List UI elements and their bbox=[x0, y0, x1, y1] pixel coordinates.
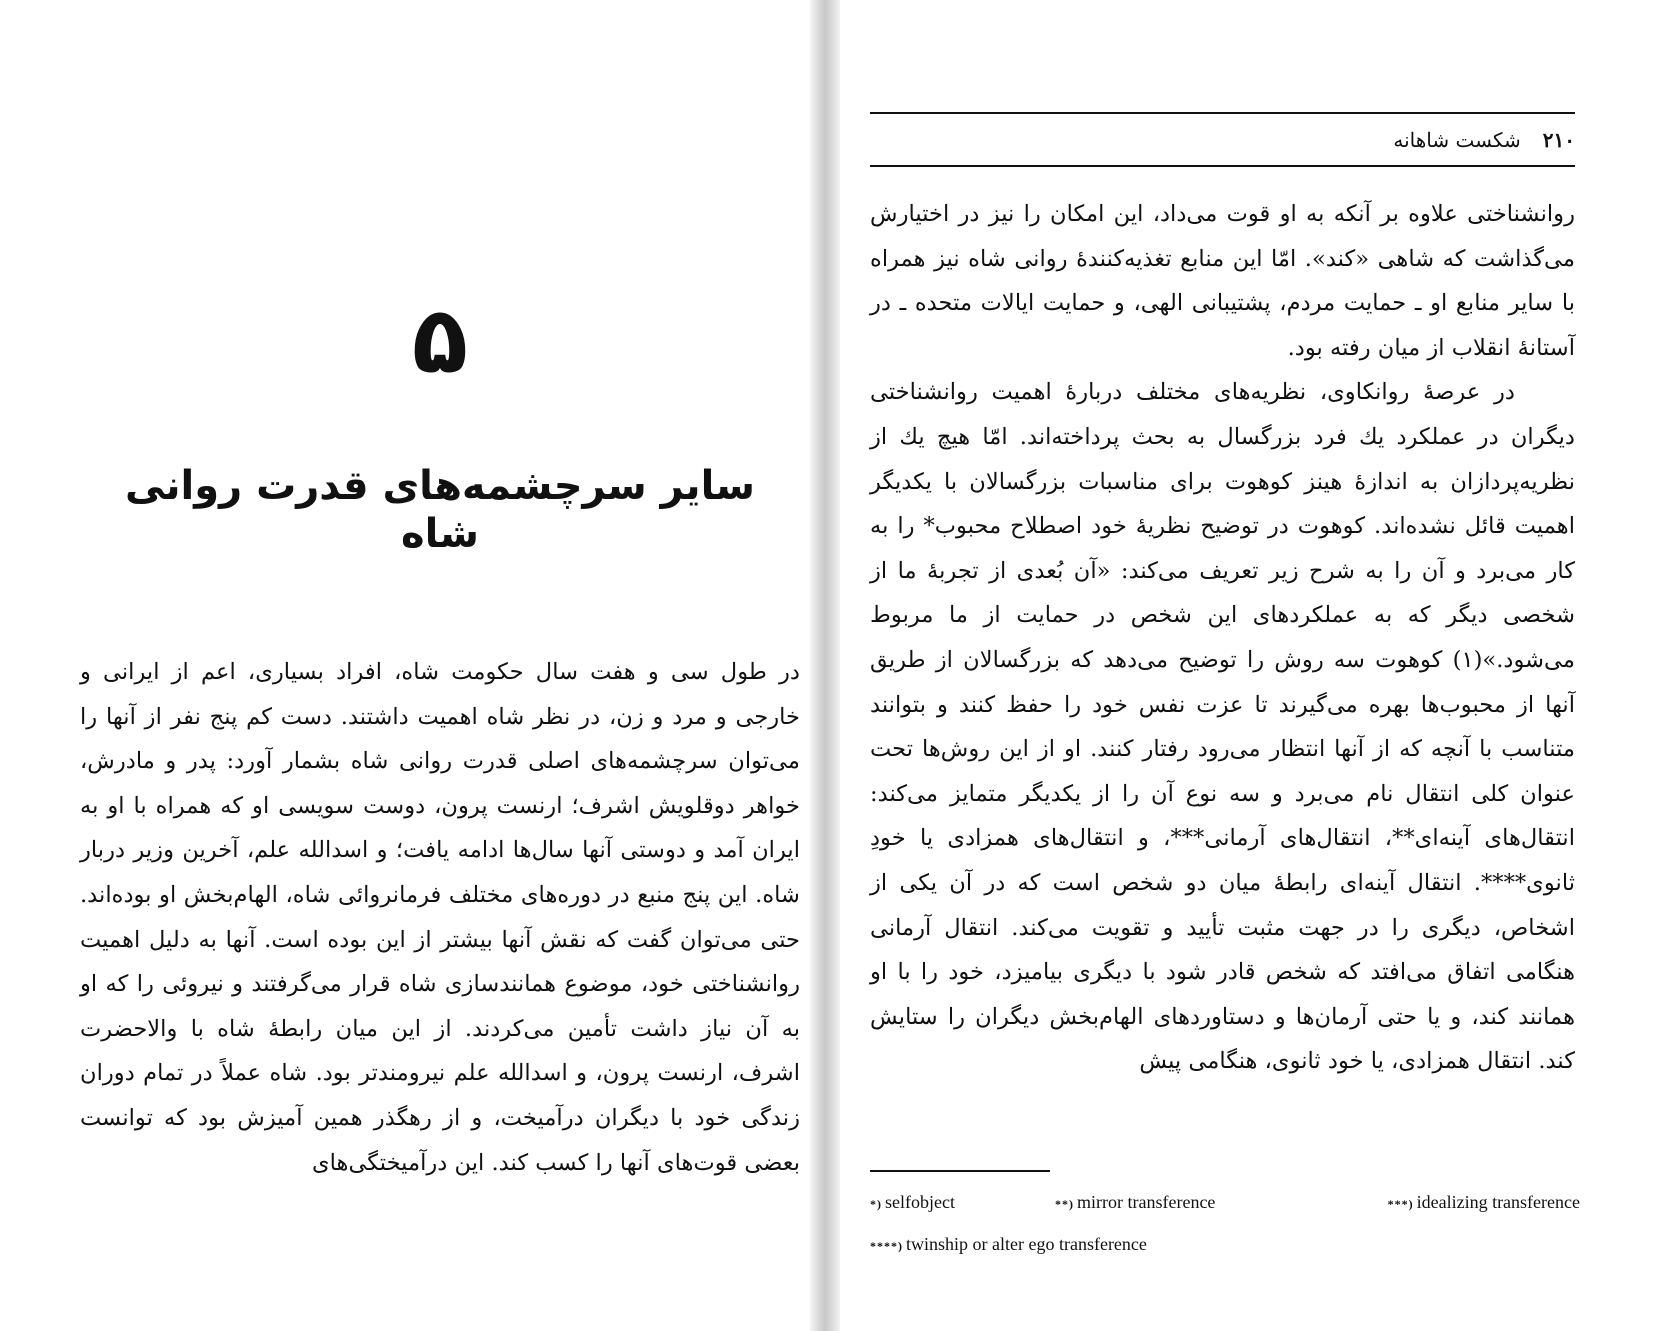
footnote-row bbox=[870, 1234, 1580, 1276]
page-number: ۲۱۰ bbox=[1542, 127, 1575, 152]
running-title: شکست شاهانه bbox=[1393, 127, 1521, 152]
footnote-rule bbox=[870, 1170, 1050, 1172]
left-paragraph: در طول سی و هفت سال حکومت شاه، افراد بسیاری، اعم از ایرانی و خارجی و مرد و زن، در نظر شاه اهمیت داشتند. دست کم پنج نفر از آنها را می‌توان سرچشمه‌های اصلی قدرت روانی شاه بشمار آورد: پدر و مادرش، خواهر دوقلویش اشرف؛ ارنست پرون، دوست سویسی او که همراه با او به ایران آمد و دوستی آنها سال‌ها ادامه یافت؛ و اسدالله علم، آخرین وزیر دربار شاه. این پنج منبع در دوره‌های مختلف فرمانروائی شاه، الهام‌بخش او بوده‌اند. حتی می‌توان گفت که نقش آنها بیشتر از این بوده است. آنها به دلیل اهمیت روانشناختی خود، موضوع همانندسازی شاه قرار می‌گرفتند و نیروئی را که او به آن نیاز داشت تأمین می‌کردند. از این میان رابطهٔ شاه با والاحضرت اشرف، ارنست پرون، و اسدالله علم نیرومندتر بود. شاه عملاً در تمام دوران زندگی خود با دیگران درآمیخت، و از رهگذر همین آمیزش بود که توانست بعضی قوت‌های آنها را کسب کند. این درآمیختگی‌های bbox=[80, 659, 800, 1176]
chapter-number: ۵ bbox=[411, 287, 469, 394]
footnote-marker: ****) bbox=[870, 1239, 903, 1253]
running-head bbox=[870, 112, 1575, 167]
chapter-title: سایر سرچشمه‌های قدرت روانی شاه bbox=[125, 463, 755, 557]
footnote-marker: ***) bbox=[1387, 1197, 1414, 1211]
right-paragraph-1: روانشناختی علاوه بر آنکه به او قوت می‌داد، این امکان را نیز در اختیارش می‌گذاشت که شاهی «کند». امّا این منابع تغذیه‌کنندهٔ روانی شاه نیز همراه با سایر منابع او ـ حمایت مردم، پشتیبانی الهی، و حمایت ایالات متحده ـ در آستانهٔ انقلاب از میان رفته بود. bbox=[870, 201, 1575, 361]
left-body bbox=[80, 650, 800, 1185]
right-body bbox=[870, 192, 1575, 1084]
footnotes bbox=[870, 1192, 1580, 1276]
footnote-text: mirror transference bbox=[1077, 1192, 1216, 1212]
right-page bbox=[840, 0, 1653, 1331]
footnote-4 bbox=[870, 1234, 1147, 1255]
footnote-2 bbox=[1055, 1192, 1215, 1213]
footnote-3 bbox=[1388, 1192, 1580, 1213]
footnote-row bbox=[870, 1192, 1580, 1234]
right-paragraph-2: در عرصهٔ روانکاوی، نظریه‌های مختلف دربارهٔ اهمیت روانشناختی دیگران در عملکرد یك فرد بزرگسال به بحث پرداخته‌اند. امّا هیچ یك از نظریه‌پردازان به اندازهٔ هینز کوهوت برای مناسبات بزرگسالان با یکدیگر اهمیت قائل نشده‌اند. کوهوت در توضیح نظریهٔ خود اصطلاح محبوب* را به کار می‌برد و آن را به شرح زیر تعریف می‌کند: «آن بُعدی از تجربهٔ ما از شخصی دیگر که به عملکردهای این شخص در حمایت از ما مربوط می‌شود.»(۱) کوهوت سه روش را توضیح می‌دهد که بزرگسالان از طریق آنها از محبوب‌ها بهره می‌گیرند تا عزت نفس خود را حفظ کنند و بتوانند متناسب با آنچه که از آنها انتظار می‌رود رفتار کنند. او از این روش‌ها تحت عنوان کلی انتقال نام می‌برد و سه نوع آن را از یکدیگر متمایز می‌کند: انتقال‌های آینه‌ای**، انتقال‌های آرمانی***، و انتقال‌های همزادی یا خودِ ثانوی****. انتقال آینه‌ای رابطهٔ میان دو شخص است که در آن یکی از اشخاص، دیگری را در جهت مثبت تأیید و تقویت می‌کند. انتقال آرمانی هنگامی اتفاق می‌افتد که شخص قادر شود با دیگری بیامیزد، خود را با او همانند کند، و یا حتی آرمان‌ها و دستاوردهای الهام‌بخش دیگران را ستایش کند. انتقال همزادی، یا خود ثانوی، هنگامی پیش bbox=[870, 379, 1575, 1075]
footnote-text: twinship or alter ego transference bbox=[906, 1234, 1147, 1254]
footnote-1 bbox=[870, 1192, 955, 1213]
footnote-text: idealizing transference bbox=[1416, 1192, 1580, 1212]
left-page bbox=[0, 0, 810, 1331]
book-gutter bbox=[810, 0, 840, 1331]
footnote-marker: *) bbox=[870, 1197, 882, 1211]
footnote-text: selfobject bbox=[885, 1192, 955, 1212]
footnote-marker: **) bbox=[1055, 1197, 1074, 1211]
